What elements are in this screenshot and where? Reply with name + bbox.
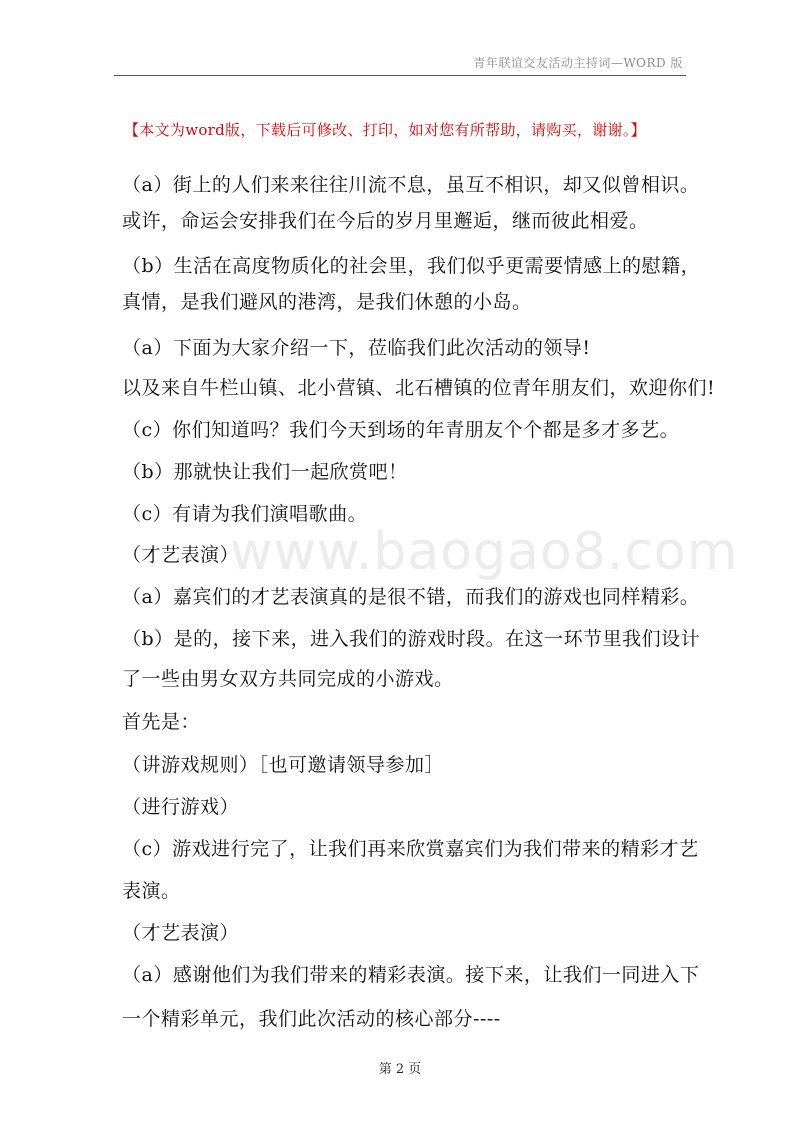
body-line: 以及来自牛栏山镇、北小营镇、北石槽镇的位青年朋友们，欢迎你们! — [122, 377, 716, 399]
body-line: （c）有请为我们演唱歌曲。 — [122, 503, 368, 525]
body-line: （b）那就快让我们一起欣赏吧！ — [122, 461, 408, 483]
page-number: 第 2 页 — [378, 1062, 422, 1077]
body-line: 了一些由男女双方共同完成的小游戏。 — [122, 668, 454, 690]
watermark-text: www.baogao8.com — [230, 522, 739, 582]
body-line: 或许，命运会安排我们在今后的岁月里邂逅，继而彼此相爱。 — [122, 210, 649, 232]
body-line: 首先是： — [122, 711, 201, 733]
body-line: （a）嘉宾们的才艺表演真的是很不错，而我们的游戏也同样精彩。 — [122, 586, 700, 608]
body-line: 一个精彩单元，我们此次活动的核心部分---- — [122, 1008, 501, 1030]
body-line: （才艺表演） — [122, 544, 240, 566]
body-line: （b）是的，接下来，进入我们的游戏时段。在这一环节里我们设计 — [122, 628, 701, 650]
body-line: （a）街上的人们来来往往川流不息，虽互不相识，却又似曾相识。 — [122, 174, 700, 196]
body-line: （a）感谢他们为我们带来的精彩表演。接下来，让我们一同进入下 — [122, 964, 700, 986]
body-line: （c）游戏进行完了，让我们再来欣赏嘉宾们为我们带来的精彩才艺 — [122, 838, 699, 860]
body-line: （进行游戏） — [122, 796, 240, 818]
header-divider — [114, 75, 686, 76]
download-notice: 【本文为word版，下载后可修改、打印，如对您有所帮助，请购买，谢谢。】 — [124, 121, 646, 139]
body-line: （a）下面为大家介绍一下，莅临我们此次活动的领导! — [122, 337, 591, 359]
body-line: 表演。 — [122, 880, 181, 902]
body-line: （c）你们知道吗？我们今天到场的年青朋友个个都是多才多艺。 — [122, 419, 680, 441]
body-line: （讲游戏规则）［也可邀请领导参加］ — [122, 754, 445, 776]
body-line: 真情，是我们避风的港湾，是我们休憩的小岛。 — [122, 291, 532, 313]
document-header-title: 青年联谊交友活动主持词—WORD 版 — [473, 56, 683, 70]
body-line: （b）生活在高度物质化的社会里，我们似乎更需要情感上的慰籍， — [122, 255, 701, 277]
body-line: （才艺表演） — [122, 922, 240, 944]
